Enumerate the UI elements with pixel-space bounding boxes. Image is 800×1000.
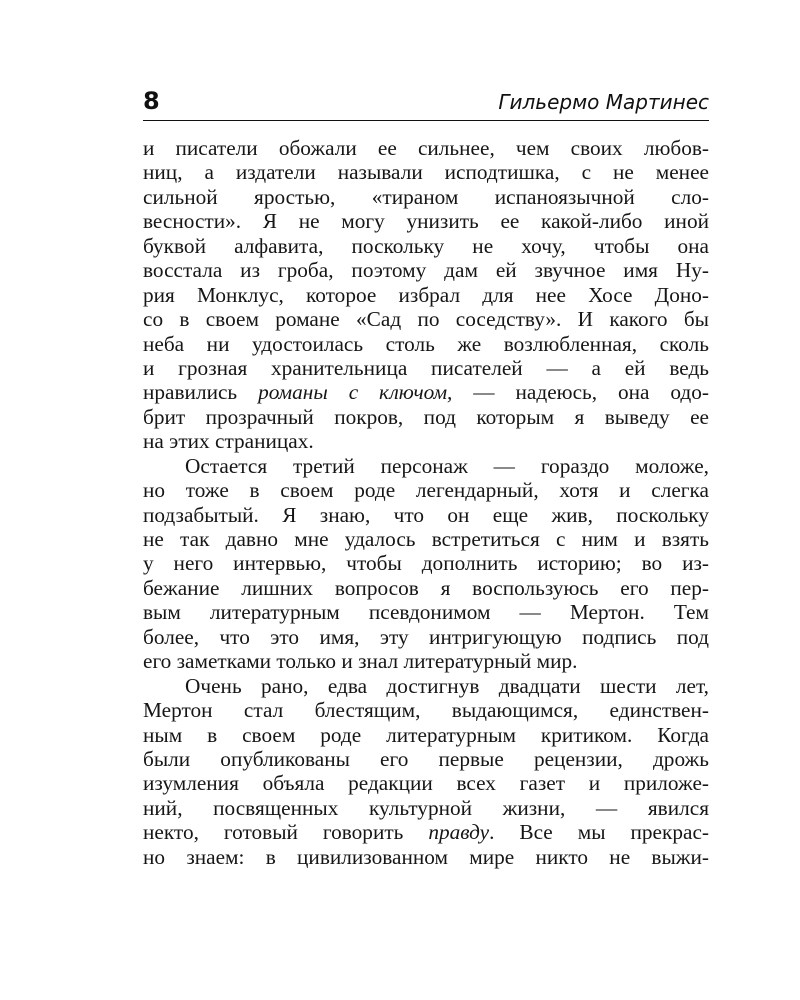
text-line: буквой алфавита, поскольку не хочу, чтобы она — [143, 233, 709, 258]
text-line: Очень рано, едва достигнув двадцати шести лет, — [185, 673, 709, 698]
text-line: ным в своем роде литературным критиком. Когда — [143, 722, 709, 747]
text-line: более, что это имя, эту интригующую подпись под — [143, 624, 709, 649]
text-line: и писатели обожали ее сильнее, чем своих любов- — [143, 136, 709, 160]
text-line: его заметками только и знал литературный мир. — [143, 649, 578, 674]
text-line-with-italic — [143, 380, 709, 404]
text-line: и грозная хранительница писателей — а ей ведь — [143, 355, 709, 380]
text-segment: нравились — [143, 380, 259, 405]
text-line-with-italic — [143, 820, 709, 844]
text-line: брит прозрачный покров, под которым я выведу ее — [143, 404, 709, 429]
italic-phrase: романы с ключом, — [258, 380, 453, 405]
text-line: сильной яростью, «тираном испаноязычной сло- — [143, 184, 709, 209]
text-line: у него интервью, чтобы дополнить историю; во из- — [143, 551, 709, 576]
text-line: рия Монклус, которое избрал для нее Хосе Доно- — [143, 282, 709, 307]
text-line: ниц, а издатели называли исподтишка, с не менее — [143, 160, 709, 185]
text-line: но знаем: в цивилизованном мире никто не выжи- — [143, 844, 709, 869]
paragraph — [143, 674, 709, 870]
italic-word: правду — [428, 820, 490, 845]
text-line: Остается третий персонаж — гораздо моложе, — [185, 453, 709, 478]
text-line: неба ни удостоилась столь же возлюбленная, сколь — [143, 331, 709, 356]
text-line: но тоже в своем роде легендарный, хотя и слегка — [143, 478, 709, 503]
text-segment: некто, готовый говорить — [143, 820, 429, 845]
page-header — [143, 84, 709, 121]
page-number: 8 — [143, 87, 160, 115]
body-text — [143, 136, 709, 869]
text-segment: . Все мы прекрас- — [489, 820, 709, 845]
text-line: весности». Я не могу унизить ее какой-либо иной — [143, 209, 709, 234]
paragraph — [143, 136, 709, 454]
paragraph — [143, 454, 709, 674]
text-line: со в своем романе «Сад по соседству». И какого бы — [143, 307, 709, 332]
text-line: изумления объяла редакции всех газет и приложе- — [143, 771, 709, 796]
text-line: на этих страницах. — [143, 429, 314, 454]
running-head-author: Гильермо Мартинес — [498, 90, 709, 114]
text-line: вым литературным псевдонимом — Мертон. Тем — [143, 600, 709, 625]
text-line: не так давно мне удалось встретиться с ним и взять — [143, 527, 709, 551]
text-line: Мертон стал блестящим, выдающимся, единствен- — [143, 698, 709, 723]
text-line: были опубликованы его первые рецензии, дрожь — [143, 746, 709, 771]
text-line: восстала из гроба, поэтому дам ей звучное имя Ну- — [143, 258, 709, 283]
text-line: ний, посвященных культурной жизни, — явился — [143, 795, 709, 820]
text-line: бежание лишних вопросов я воспользуюсь его пер- — [143, 575, 709, 600]
text-line: подзабытый. Я знаю, что он еще жив, поскольку — [143, 502, 709, 527]
text-segment: — надеюсь, она одо- — [452, 380, 709, 405]
